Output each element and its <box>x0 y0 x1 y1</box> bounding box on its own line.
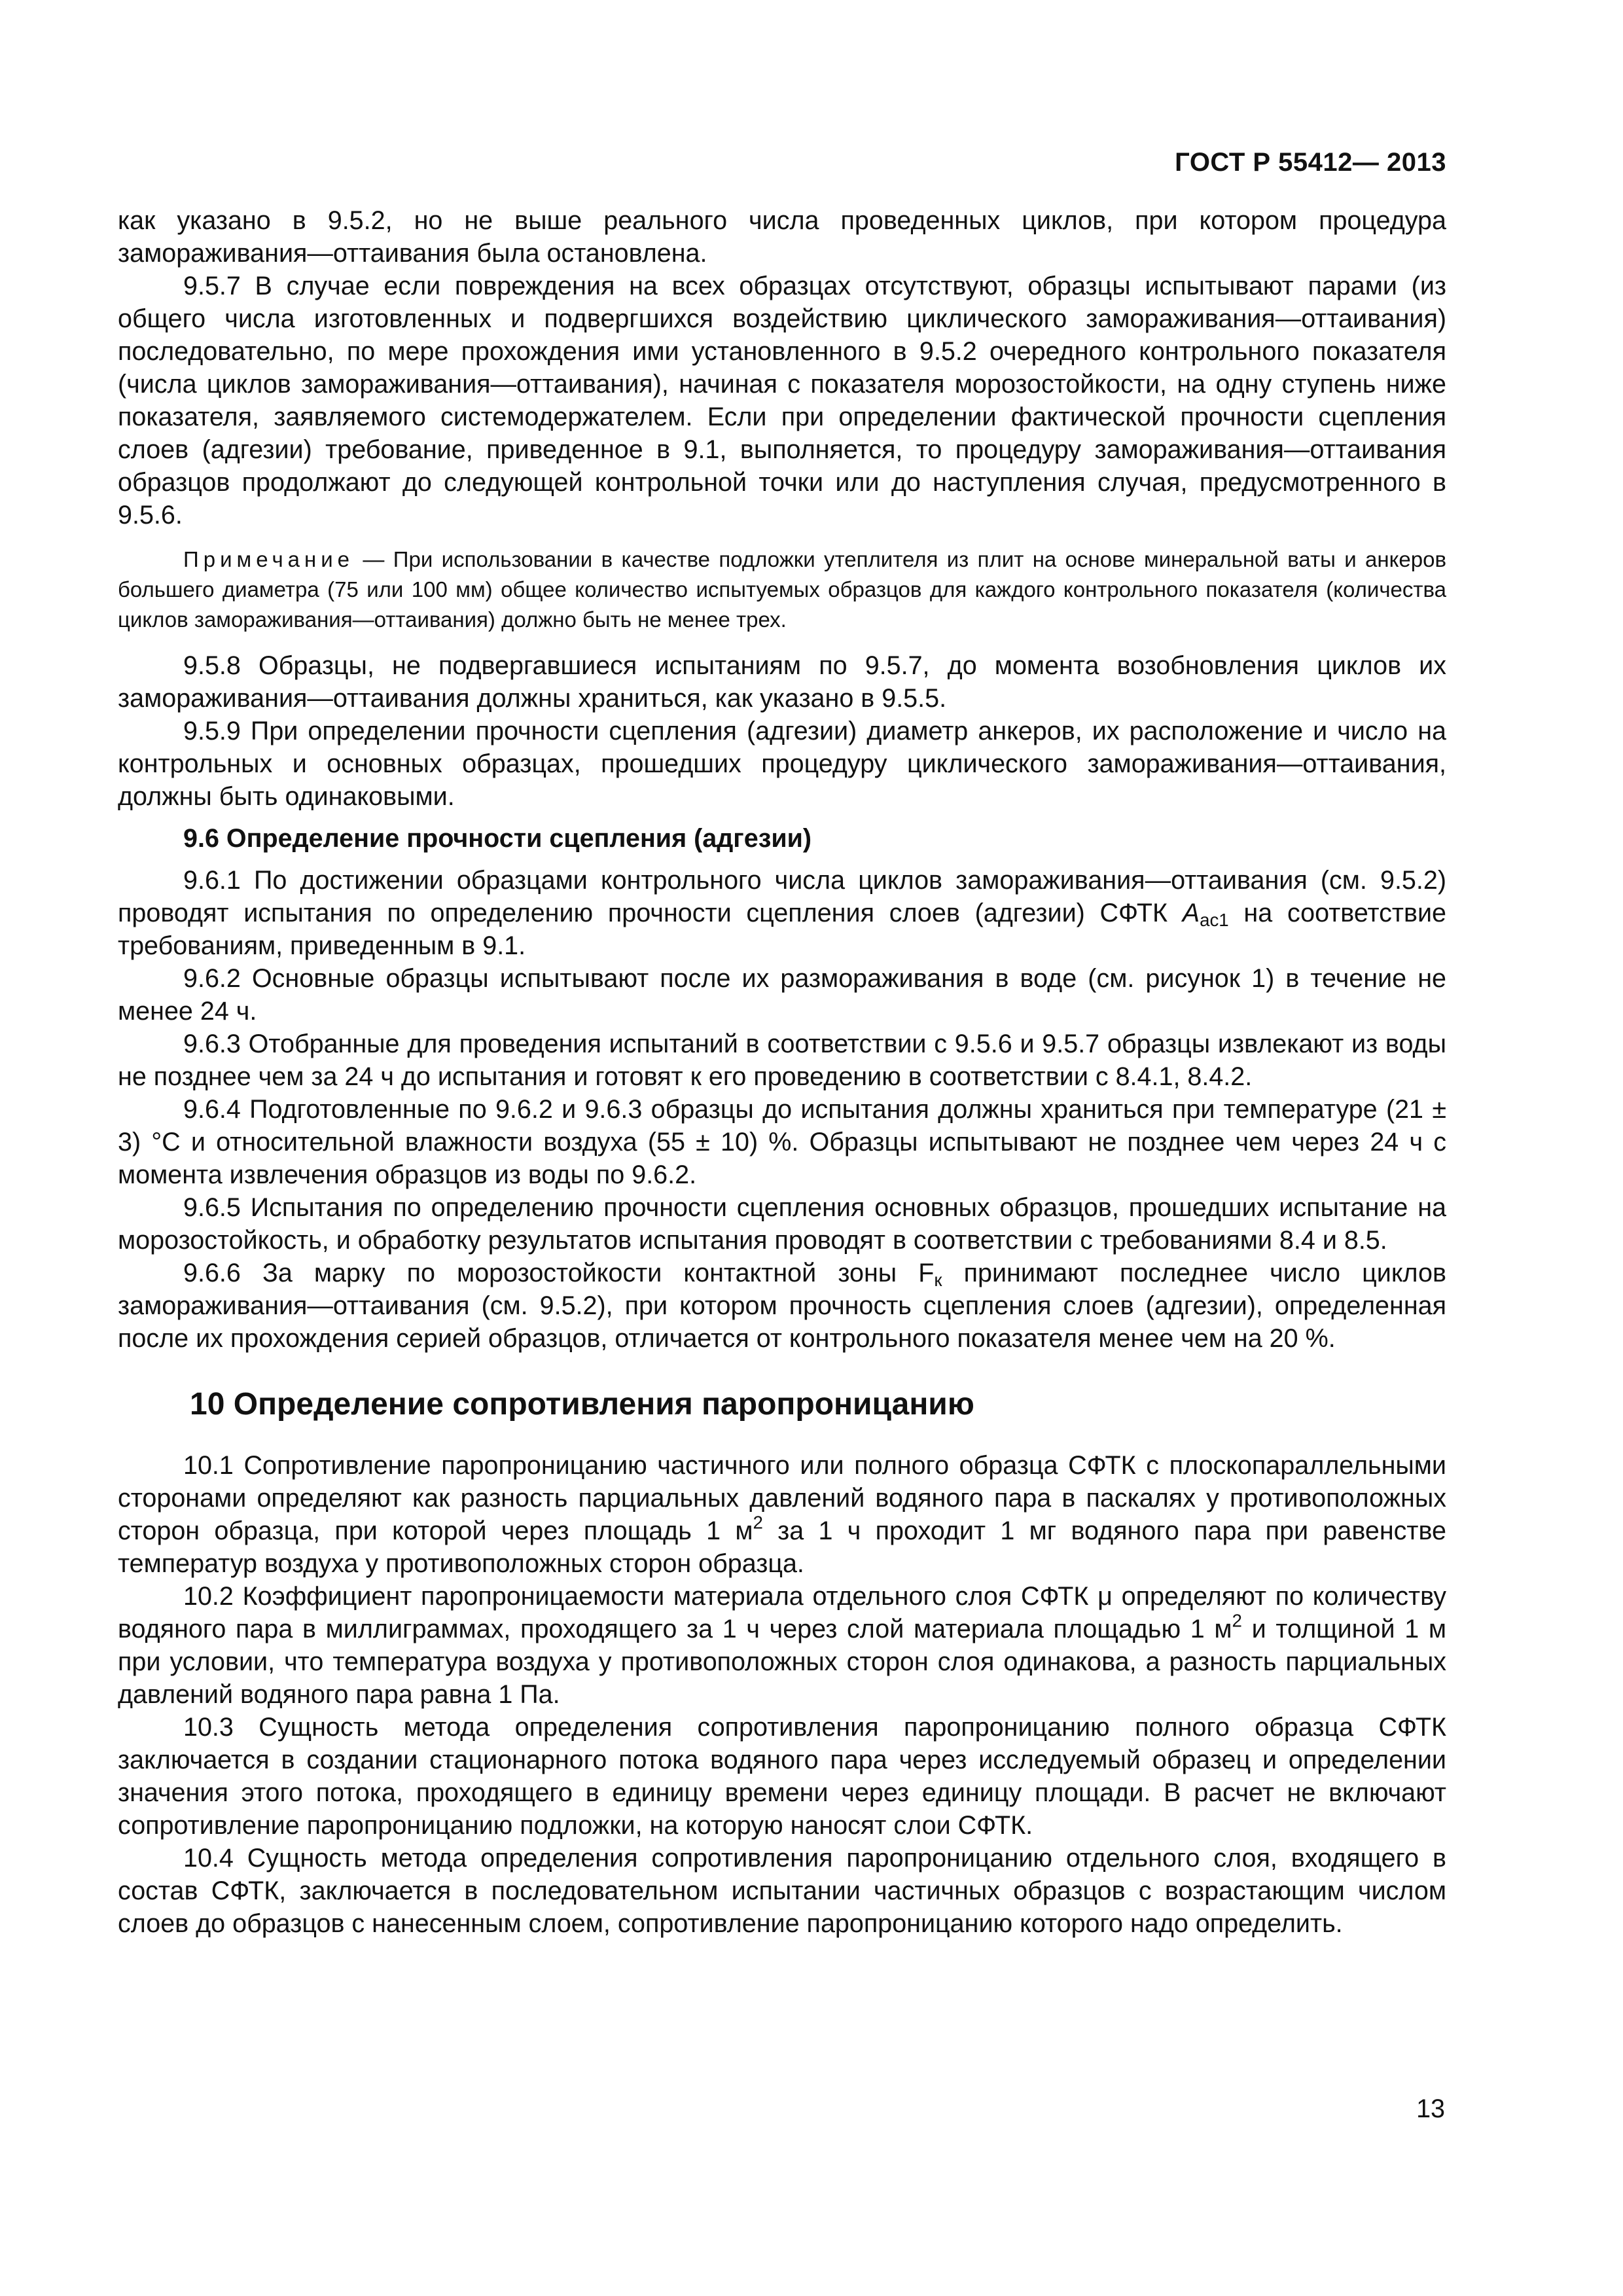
paragraph-9-5-9: 9.5.9 При определении прочности сцепления (адгезии) диаметр анкеров, их расположение и число на контрольных и основных образцах, прошедших процедуру циклического замораживания—оттаивания, должны быть одинаковыми. <box>118 717 1446 811</box>
subsection-heading-9-6: 9.6 Определение прочности сцепления (адгезии) <box>183 824 812 853</box>
paragraph-10-2 <box>118 1580 1446 1711</box>
paragraph-9-6-6-text-b: принимают последнее число циклов замораживания—оттаивания (см. 9.5.2), при котором прочность сцепления слоев (адгезии), определенная после их прохождения серией образцов, отличается от контрольного показателя менее чем на 20 %. <box>118 1259 1446 1353</box>
paragraph-10-3: 10.3 Сущность метода определения сопротивления паропроницанию полного образца СФТК заключается в создании стационарного потока водяного пара через исследуемый образец и определении значения этого потока, проходящего в единицу времени через единицу площади. В расчет не включают сопротивление паропроницанию подложки, на которую наносят слои СФТК. <box>118 1713 1446 1840</box>
note-block <box>118 545 1446 635</box>
area-unit-superscript: 2 <box>753 1512 763 1533</box>
paragraph-9-6-6-text-a: 9.6.6 За марку по морозостойкости контактной зоны <box>183 1259 919 1287</box>
area-unit-superscript: 2 <box>1232 1610 1242 1631</box>
paragraph-9-6-1 <box>118 864 1446 962</box>
page-number: 13 <box>1416 2094 1445 2123</box>
paragraph-10-2-text-a: 10.2 Коэффициент паропроницаемости материала отдельного слоя СФТК μ определяют по количеству водяного пара в миллиграммах, проходящего за 1 ч через слой материала площадью 1 м <box>118 1582 1446 1643</box>
paragraph-10-4: 10.4 Сущность метода определения сопротивления паропроницанию отдельного слоя, входящего в состав СФТК, заключается в последовательном испытании частичных образцов с возрастающим числом слоев до образцов с нанесенным слоем, сопротивление паропроницанию которого надо определить. <box>118 1844 1446 1938</box>
paragraph-10-1-text-b: за 1 ч проходит 1 мг водяного пара при равенстве температур воздуха у противоположных сторон образца. <box>118 1516 1446 1578</box>
paragraph-10-1-text-a: 10.1 Сопротивление паропроницанию частичного или полного образца СФТК с плоскопараллельными сторонами определяют как разность парциальных давлений водяного пара в паскалях у противоположных сторон образца, при которой через площадь 1 м <box>118 1451 1446 1545</box>
paragraph-9-5-8: 9.5.8 Образцы, не подвергавшиеся испытаниям по 9.5.7, до момента возобновления циклов их замораживания—оттаивания должны храниться, как указано в 9.5.5. <box>118 651 1446 713</box>
paragraph-10-2-text-b: и толщиной 1 м при условии, что температура воздуха у противоположных сторон слоя одинакова, а разность парциальных давлений водяного пара равна 1 Па. <box>118 1615 1446 1709</box>
note-text: — При использовании в качестве подложки утеплителя из плит на основе минеральной ваты и анкеров большего диаметра (75 или 100 мм) общее количество испытуемых образцов для каждого контрольного показателя (количества циклов замораживания—оттаивания) должно быть не менее трех. <box>118 547 1446 632</box>
paragraph-9-6-1-text-b: на соответствие требованиям, приведенным в 9.1. <box>118 899 1446 960</box>
paragraph-9-6-1-text-a: 9.6.1 По достижении образцами контрольного числа циклов замораживания—оттаивания (см. 9.5.2) проводят испытания по определению прочности сцепления слоев (адгезии) СФТК <box>118 866 1446 927</box>
paragraph-10-1 <box>118 1449 1446 1580</box>
paragraph-continuation: как указано в 9.5.2, но не выше реального числа проведенных циклов, при котором процедура замораживания—оттаивания была остановлена. <box>118 206 1446 268</box>
adhesion-symbol: A <box>1182 899 1200 927</box>
frost-mark-symbol: F <box>918 1259 935 1287</box>
document-body <box>118 204 1446 1940</box>
paragraph-9-6-6 <box>118 1257 1446 1355</box>
paragraph-9-6-4: 9.6.4 Подготовленные по 9.6.2 и 9.6.3 образцы до испытания должны храниться при температуре (21 ± 3) °С и относительной влажности воздуха (55 ± 10) %. Образцы испытывают не позднее чем через 24 ч с момента извлечения образцов из воды по 9.6.2. <box>118 1095 1446 1189</box>
paragraph-9-6-5: 9.6.5 Испытания по определению прочности сцепления основных образцов, прошедших испытание на морозостойкость, и обработку результатов испытания проводят в соответствии с требованиями 8.4 и 8.5. <box>118 1193 1446 1255</box>
section-heading-10: 10 Определение сопротивления паропроницанию <box>190 1387 974 1422</box>
note-label: Примечание <box>183 547 355 571</box>
frost-mark-subscript: к <box>934 1269 942 1290</box>
paragraph-9-6-2: 9.6.2 Основные образцы испытывают после их размораживания в воде (см. рисунок 1) в течение не менее 24 ч. <box>118 964 1446 1026</box>
paragraph-9-5-7: 9.5.7 В случае если повреждения на всех образцах отсутствуют, образцы испытывают парами (из общего числа изготовленных и подвергшихся воздействию циклического замораживания—оттаивания) последовательно, по мере прохождения ими установленного в 9.5.2 очередного контрольного показателя (числа циклов замораживания—оттаивания), начиная с показателя морозостойкости, на одну ступень ниже показателя, заявляемого системодержателем. Если при определении фактической прочности сцепления слоев (адгезии) требование, приведенное в 9.1, выполняется, то процедуру замораживания—оттаивания образцов продолжают до следующей контрольной точки или до наступления случая, предусмотренного в 9.5.6. <box>118 272 1446 529</box>
paragraph-9-6-3: 9.6.3 Отобранные для проведения испытаний в соответствии с 9.5.6 и 9.5.7 образцы извлекают из воды не позднее чем за 24 ч до испытания и готовят к его проведению в соответствии с 8.4.1, 8.4.2. <box>118 1030 1446 1091</box>
adhesion-symbol-subscript: ас1 <box>1200 909 1229 930</box>
document-code-header: ГОСТ Р 55412— 2013 <box>1175 148 1446 177</box>
